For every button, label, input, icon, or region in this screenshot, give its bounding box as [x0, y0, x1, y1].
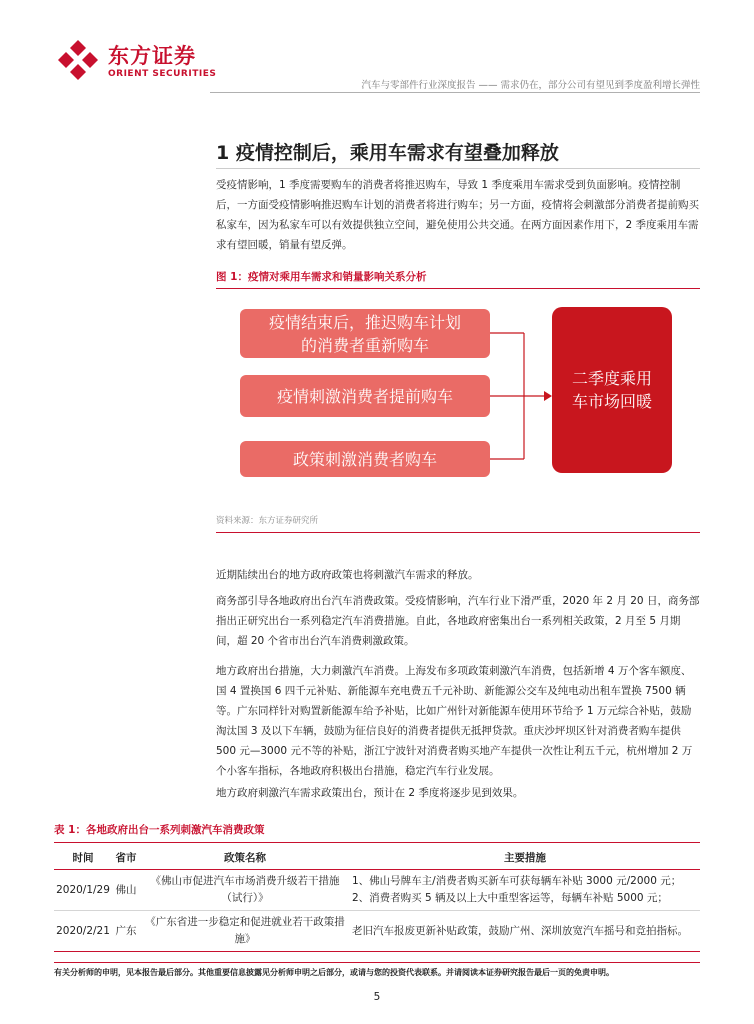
result-line2: 车市场回暖 — [571, 392, 652, 411]
section-divider — [216, 168, 700, 169]
row-measure-line: 2、消费者购买 5 辆及以上大中重型客运等，每辆车补贴 5000 元； — [352, 892, 668, 904]
row-policy: 《佛山市促进汽车市场消费升级若干措施（试行）》 — [140, 870, 350, 911]
box3-label: 政策刺激消费者购车 — [292, 449, 437, 469]
figure-bottom-rule — [216, 532, 700, 533]
paragraph-expected-effect: 地方政府刺激汽车需求政策出台，预计在 2 季度将逐步见到效果。 — [216, 787, 524, 799]
header-measures: 主要措施 — [350, 848, 700, 870]
row-city: 广东 — [112, 911, 140, 952]
intro-paragraph: 受疫情影响，1 季度需要购车的消费者将推迟购车，导致 1 季度乘用车需求受到负面影响。疫情控制后，一方面受疫情影响推迟购车计划的消费者将进行购车；另一方面，疫情将会刺激部分消费者提前购买私家车，因为私家车可以有效提供独立空间，避免使用公共交通。在两方面因素作用下，2 季度乘用车需求有望回暖，销量有望反弹。 — [216, 179, 699, 251]
diagram-box-policy-stimulus — [240, 441, 490, 477]
figure-source: 资料来源：东方证券研究所 — [216, 516, 319, 526]
header-divider — [210, 92, 700, 93]
figure-title: 图 1：疫情对乘用车需求和销量影响关系分析 — [216, 271, 427, 283]
box2-label: 疫情刺激消费者提前购车 — [276, 386, 453, 406]
header-policy: 政策名称 — [140, 848, 350, 870]
table-title: 表 1：各地政府出台一系列刺激汽车消费政策 — [54, 824, 265, 836]
row-date: 2020/2/21 — [54, 911, 112, 952]
policy-table — [54, 848, 700, 952]
row-measures — [350, 870, 700, 911]
row-measure-line: 1、佛山号牌车主/消费者购买新车可获每辆车补贴 3000 元/2000 元； — [352, 875, 682, 887]
logo-chinese-name: 东方证券 — [108, 44, 196, 68]
diagram-box-delayed-purchase — [240, 309, 490, 358]
table-header-row — [54, 848, 700, 870]
header-date: 时间 — [54, 848, 112, 870]
row-city: 佛山 — [112, 870, 140, 911]
table-row — [54, 870, 700, 911]
diagram-connector-arrows — [488, 300, 558, 490]
paragraph-local-policy: 近期陆续出台的地方政府政策也将刺激汽车需求的释放。 — [216, 569, 479, 581]
header-city: 省市 — [112, 848, 140, 870]
report-title-header: 汽车与零部件行业深度报告 —— 需求仍在，部分公司有望见到季度盈利增长弹性 — [361, 80, 700, 91]
paragraph-commerce-ministry: 商务部引导各地政府出台汽车消费政策。受疫情影响，汽车行业下滑严重，2020 年 2 月 20 日，商务部指出正研究出台一系列稳定汽车消费措施。自此，各地政府密集出台一系列相关政策，2 月至 5 月期间，超 20 个省市出台汽车消费刺激政策。 — [216, 595, 700, 647]
table-row — [54, 911, 700, 952]
row-date: 2020/1/29 — [54, 870, 112, 911]
section-title: 1 疫情控制后，乘用车需求有望叠加释放 — [216, 142, 559, 164]
table-top-rule — [54, 842, 700, 843]
diagram-box-early-purchase — [240, 375, 490, 417]
box1-line2: 的消费者重新购车 — [300, 335, 429, 355]
row-measures: 老旧汽车报废更新补贴政策，鼓励广州、深圳放宽汽车摇号和竞拍指标。 — [350, 911, 700, 952]
diagram-result-box — [552, 307, 672, 473]
box1-line1: 疫情结束后，推迟购车计划 — [268, 312, 461, 332]
paragraph-local-measures: 地方政府出台措施，大力刺激汽车消费。上海发布多项政策刺激汽车消费，包括新增 4 万个客车额度、国 4 置换国 6 四千元补贴、新能源车充电费五千元补助、新能源公交车及纯电动出租车置换 7500 辆等。广东同样针对购置新能源车给予补贴，比如广州针对新能源车使用环节给予 1 万元综合补贴，鼓励淘汰国 3 及以下车辆，鼓励为征信良好的消费者提供无抵押贷款。重庆沙坪坝区针对消费者购车提供 500 元—3000 元不等的补贴，浙江宁波针对消费者购买地产车提供一次性让利五千元，杭州增加 2 万个小客车指标，各地政府积极出台措施，稳定汽车行业发展。 — [216, 665, 693, 777]
row-policy: 《广东省进一步稳定和促进就业若干政策措施》 — [140, 911, 350, 952]
footer-rule — [54, 962, 700, 963]
page-number: 5 — [373, 991, 381, 1003]
figure-top-rule — [216, 288, 700, 289]
result-line1: 二季度乘用 — [571, 369, 652, 388]
disclaimer-text: 有关分析师的申明，见本报告最后部分。其他重要信息披露见分析师申明之后部分，或请与您的投资代表联系。并请阅读本证券研究报告最后一页的免责申明。 — [54, 968, 614, 977]
orient-securities-logo-icon — [56, 38, 100, 82]
logo-english-name: ORIENT SECURITIES — [108, 69, 217, 79]
